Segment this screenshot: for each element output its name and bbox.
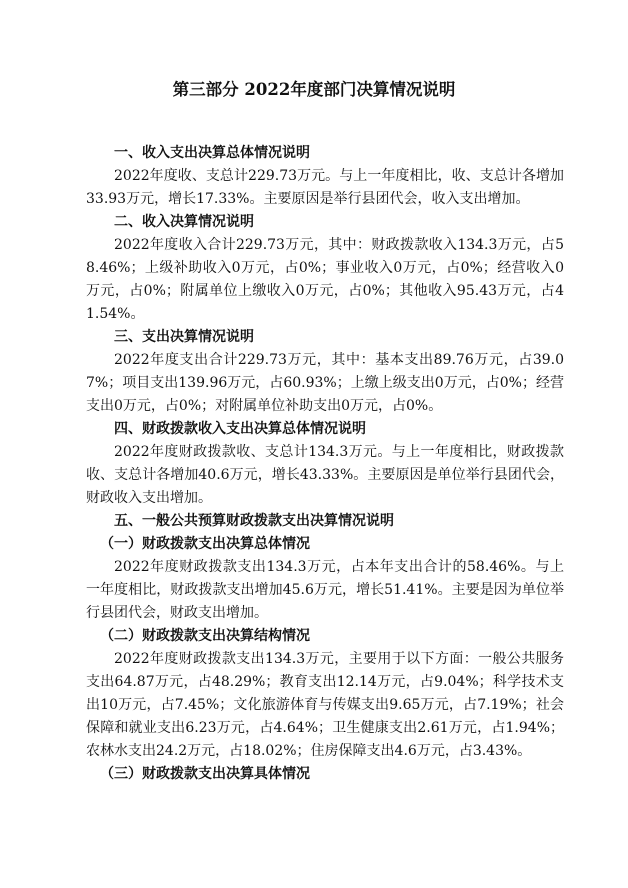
document-body	[86, 142, 564, 786]
section-2-heading: 二、收入决算情况说明	[114, 214, 254, 230]
section-3-paragraph: 2022年度支出合计229.73万元，其中：基本支出89.76万元，占39.07%；项目支出139.96万元，占60.93%；上缴上级支出0万元，占0%；经营支出0万元，占0%；对附属单位补助支出0万元，占0%。	[86, 352, 564, 414]
subsection-2-paragraph: 2022年度财政拨款支出134.3万元，主要用于以下方面：一般公共服务支出64.87万元，占48.29%；教育支出12.14万元，占9.04%；科学技术支出10万元，占7.45%；文化旅游体育与传媒支出9.65万元，占7.19%；社会保障和就业支出6.23万元，占4.64%；卫生健康支出2.61万元，占1.94%；农林水支出24.2万元，占18.02%；住房保障支出4.6万元，占3.43%。	[86, 651, 564, 759]
section-1-paragraph: 2022年度收、支总计229.73万元。与上一年度相比，收、支总计各增加33.93万元，增长17.33%。主要原因是举行县团代会，收入支出增加。	[86, 168, 564, 207]
subsection-2-heading: （二）财政拨款支出决算结构情况	[100, 628, 310, 644]
section-5-heading: 五、一般公共预算财政拨款支出决算情况说明	[114, 513, 394, 529]
page-title: 第三部分 2022年度部门决算情况说明	[172, 80, 456, 99]
section-4-heading: 四、财政拨款收入支出决算总体情况说明	[114, 421, 366, 437]
section-2-paragraph: 2022年度收入合计229.73万元，其中：财政拨款收入134.3万元，占58.46%；上级补助收入0万元，占0%；事业收入0万元，占0%；经营收入0万元，占0%；附属单位上缴收入0万元，占0%；其他收入95.43万元，占41.54%。	[86, 237, 564, 322]
subsection-3-heading: （三）财政拨款支出决算具体情况	[100, 766, 310, 782]
section-3-heading: 三、支出决算情况说明	[114, 329, 254, 345]
subsection-1-paragraph: 2022年度财政拨款支出134.3万元，占本年支出合计的58.46%。与上一年度相比，财政拨款支出增加45.6万元，增长51.41%。主要是因为单位举行县团代会，财政支出增加。	[86, 559, 564, 621]
subsection-1-heading: （一）财政拨款支出决算总体情况	[100, 536, 310, 552]
section-1-heading: 一、收入支出决算总体情况说明	[114, 145, 310, 161]
section-4-paragraph: 2022年度财政拨款收、支总计134.3万元。与上一年度相比，财政拨款收、支总计各增加40.6万元，增长43.33%。主要原因是单位举行县团代会，财政收入支出增加。	[86, 444, 564, 506]
